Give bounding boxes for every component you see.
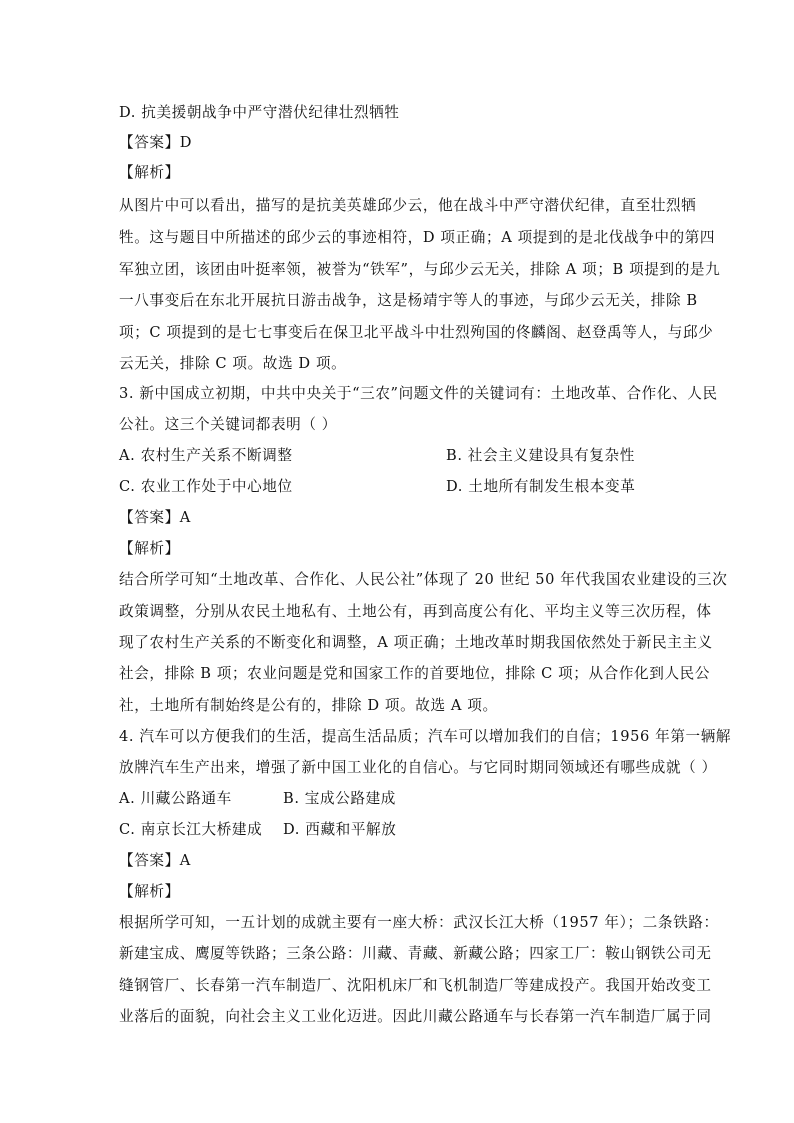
q4-option-b: B. 宝成公路建成: [283, 790, 396, 807]
q4-option-c: C. 南京长江大桥建成: [119, 821, 263, 838]
q4-option-d: D. 西藏和平解放: [283, 821, 397, 838]
q2-analysis-line: 一八事变后在东北开展抗日游击战争，这是杨靖宇等人的事迹，与邱少云无关，排除 B: [119, 292, 698, 309]
q3-stem: 3. 新中国成立初期，中共中央关于“三农”问题文件的关键词有：土地改革、合作化、人民: [119, 385, 718, 402]
q2-analysis-line: 项；C 项提到的是七七事变后在保卫北平战斗中壮烈殉国的佟麟阁、赵登禹等人，与邱少: [119, 324, 714, 341]
q2-answer: 【答案】D: [119, 134, 193, 151]
q4-option-a: A. 川藏公路通车: [119, 790, 232, 807]
q3-option-c: C. 农业工作处于中心地位: [119, 478, 293, 495]
q3-analysis-line: 社，土地所有制始终是公有的，排除 D 项。故选 A 项。: [119, 697, 498, 714]
q3-analysis-line: 政策调整，分别从农民土地私有、土地公有，再到高度公有化、平均主义等三次历程，体: [119, 603, 712, 620]
q3-stem: 公社。这三个关键词都表明（ ）: [119, 416, 337, 433]
q3-analysis-line: 现了农村生产关系的不断变化和调整，A 项正确；土地改革时期我国依然处于新民主主义: [119, 634, 713, 651]
q4-analysis-line: 根据所学可知，一五计划的成就主要有一座大桥：武汉长江大桥（1957 年）；二条铁路：: [119, 914, 719, 931]
q3-analysis-label: 【解析】: [119, 540, 180, 557]
q4-analysis-label: 【解析】: [119, 883, 180, 900]
q3-answer: 【答案】A: [119, 509, 191, 526]
q3-option-a: A. 农村生产关系不断调整: [119, 447, 293, 464]
q4-answer: 【答案】A: [119, 852, 191, 869]
q3-analysis-line: 社会，排除 B 项；农业问题是党和国家工作的首要地位，排除 C 项；从合作化到人民公: [119, 665, 711, 682]
q2-analysis-line: 从图片中可以看出，描写的是抗美英雄邱少云，他在战斗中严守潜伏纪律，直至壮烈牺: [119, 197, 697, 214]
q4-analysis-line: 新建宝成、鹰厦等铁路；三条公路：川藏、青藏、新藏公路；四家工厂：鞍山钢铁公司无: [119, 945, 712, 962]
q4-stem: 4. 汽车可以方便我们的生活，提高生活品质；汽车可以增加我们的自信；1956 年第一辆解: [119, 728, 732, 745]
q2-analysis-line: 牲。这与题目中所描述的邱少云的事迹相符，D 项正确；A 项提到的是北伐战争中的第四: [119, 229, 716, 246]
q3-analysis-line: 结合所学可知“土地改革、合作化、人民公社”体现了 20 世纪 50 年代我国农业建设的三次: [119, 571, 728, 588]
q2-option-d: D. 抗美援朝战争中严守潜伏纪律壮烈牺牲: [119, 104, 400, 121]
q3-option-d: D. 土地所有制发生根本变革: [446, 478, 636, 495]
q2-analysis-line: 云无关，排除 C 项。故选 D 项。: [119, 355, 347, 372]
q4-stem: 放牌汽车生产出来，增强了新中国工业化的自信心。与它同时期同领域还有哪些成就（ ）: [119, 759, 717, 776]
q4-analysis-line: 业落后的面貌，向社会主义工业化迈进。因此川藏公路通车与长春第一汽车制造厂属于同: [119, 1008, 712, 1025]
q2-analysis-label: 【解析】: [119, 164, 180, 181]
q4-analysis-line: 缝钢管厂、长春第一汽车制造厂、沈阳机床厂和飞机制造厂等建成投产。我国开始改变工: [119, 977, 712, 994]
q3-option-b: B. 社会主义建设具有复杂性: [446, 447, 635, 464]
q2-analysis-line: 军独立团，该团由叶挺率领，被誉为“铁军”，与邱少云无关，排除 A 项；B 项提到的是九: [119, 261, 721, 278]
